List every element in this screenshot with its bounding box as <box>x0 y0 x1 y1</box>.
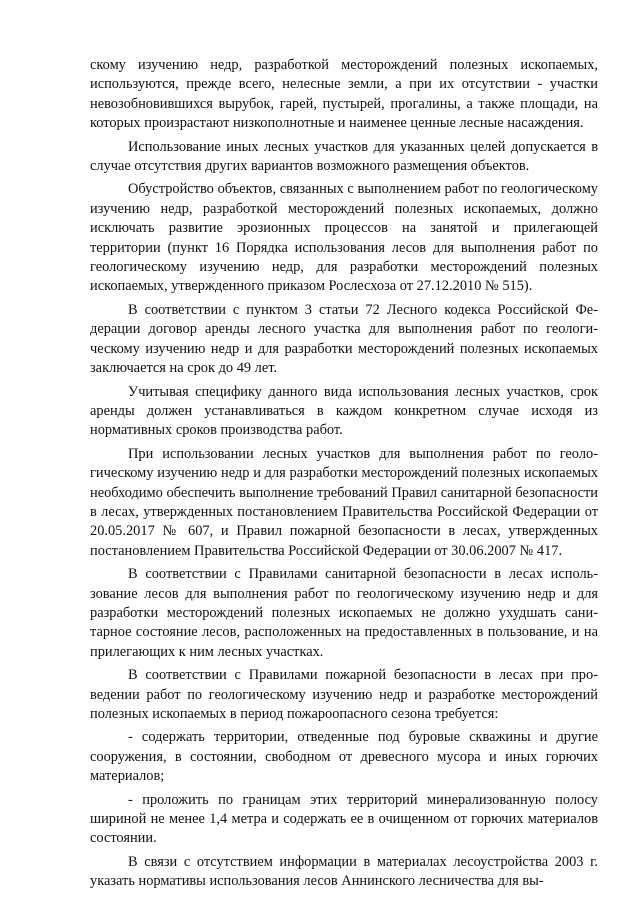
paragraph-safety-rules: При использовании лесных участков для выполнения работ по геологическому изучению недр и для разработки месторождений полезных ископаемых необходимо обеспечить выполнение требований Правил санитарной безопасности в лесах, утвержденных постановлением Правительства Российской Федерации от 20.05.2017 № 607, и Правил пожарной безопасности в лесах, утвержденных постановлением Правительства Российской Федерации от 30.06.2007 № 417. <box>90 445 598 559</box>
paragraph-erosion-prevention: Обустройство объектов, связанных с выполнением работ по геологическому изучению недр, разработкой месторождений полезных ископаемых, должно исключать развитие эрозионных процессов на занятой и прилегающей территории (пункт 16 Порядка использования лесов для выполнения работ по геологическому изучению недр, для разработки месторождений полезных ископаемых, утвержденного приказом Рослесхоза от 27.12.2010 № 515). <box>90 181 598 295</box>
paragraph-sanitary-safety: В соответствии с Правилами санитарной безопасности в лесах использование лесов для выполнения работ по геологическому изучению недр и для разработки месторождений полезных ископаемых не должно ухудшать санитарное состояние лесов, расположенных на предоставленных в пользование, и на прилегающих к ним лесных участках. <box>90 566 598 660</box>
paragraph-fire-safety: В соответствии с Правилами пожарной безопасности в лесах при проведении работ по геологическому изучению недр и разработке месторождений полезных ископаемых в период пожароопасного сезона требуется: <box>90 667 598 722</box>
paragraph-forestry-norms: В связи с отсутствием информации в материалах лесоустройства 2003 г. указать нормативы использования лесов Аннинского лесничества для вы- <box>90 853 598 890</box>
paragraph-continuation: скому изучению недр, разработкой месторождений полезных ископаемых, используются, прежде всего, нелесные земли, а при их отсутствии - участки невозобновившихся вырубок, гарей, пустырей, прогалины, а также площади, на которых произрастают низкополнотные и наименее ценные лесные насаждения. <box>90 57 598 132</box>
paragraph-other-plots-usage: Использование иных лесных участков для указанных целей допускается в случае отсутствия других вариантов возможного размещения объектов. <box>90 138 598 175</box>
document-page <box>90 56 598 896</box>
list-item-mineralized-strip: - проложить по границам этих территорий минерализованную полосу шириной не менее 1,4 метра и содержать ее в очищенном от горючих материалов состоянии. <box>90 791 598 847</box>
list-item-territory-maintenance: - содержать территории, отведенные под буровые скважины и другие сооружения, в состоянии, свободном от древесного мусора и иных горючих материалов; <box>90 729 598 785</box>
paragraph-lease-term: В соответствии с пунктом 3 статьи 72 Лесного кодекса Российской Федерации договор аренды лесного участка для выполнения работ по геологическому изучению недр и для разработки месторождений полезных ископаемых заключается на срок до 49 лет. <box>90 301 598 377</box>
paragraph-lease-specifics: Учитывая специфику данного вида использования лесных участков, срок аренды должен устанавливаться в каждом конкретном случае исходя из нормативных сроков производства работ. <box>90 383 598 439</box>
